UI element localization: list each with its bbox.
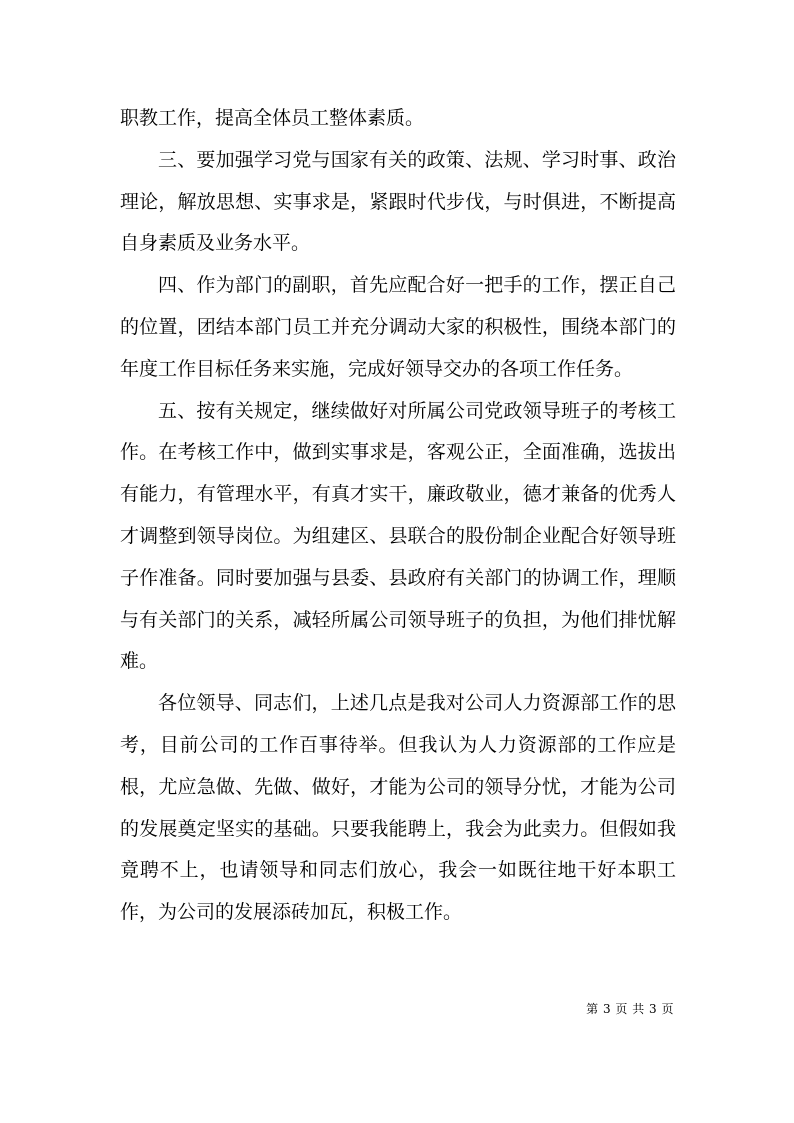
paragraph-continuation: 职教工作，提高全体员工整体素质。 bbox=[120, 107, 425, 129]
paragraph-closing: 各位领导、同志们，上述几点是我对公司人力资源部工作的思考，目前公司的工作百事待举。但我认为人力资源部的工作应是根，尤应急做、先做、做好，才能为公司的领导分忧，才能为公司的发展奠定坚实的基础。只要我能聘上，我会为此卖力。但假如我竟聘不上，也请领导和同志们放心，我会一如既往地干好本职工作，为公司的发展添砖加瓦，积极工作。 bbox=[120, 692, 676, 924]
paragraph-item-four: 四、作为部门的副职，首先应配合好一把手的工作，摆正自己的位置，团结本部门员工并充分调动大家的积极性，围绕本部门的年度工作目标任务来实施，完成好领导交办的各项工作任务。 bbox=[120, 274, 676, 380]
page-number-footer: 第 3 页 共 3 页 bbox=[586, 1002, 674, 1016]
paragraph-item-five: 五、按有关规定，继续做好对所属公司党政领导班子的考核工作。在考核工作中，做到实事求是，客观公正，全面准确，选拔出有能力，有管理水平，有真才实干，廉政敬业，德才兼备的优秀人才调整到领导岗位。为组建区、县联合的股份制企业配合好领导班子作准备。同时要加强与县委、县政府有关部门的协调工作，理顺与有关部门的关系，减轻所属公司领导班子的负担，为他们排忧解难。 bbox=[120, 399, 676, 673]
document-body bbox=[120, 98, 676, 934]
paragraph-item-three: 三、要加强学习党与国家有关的政策、法规、学习时事、政治理论，解放思想、实事求是，紧跟时代步伐，与时俱进，不断提高自身素质及业务水平。 bbox=[120, 148, 676, 255]
